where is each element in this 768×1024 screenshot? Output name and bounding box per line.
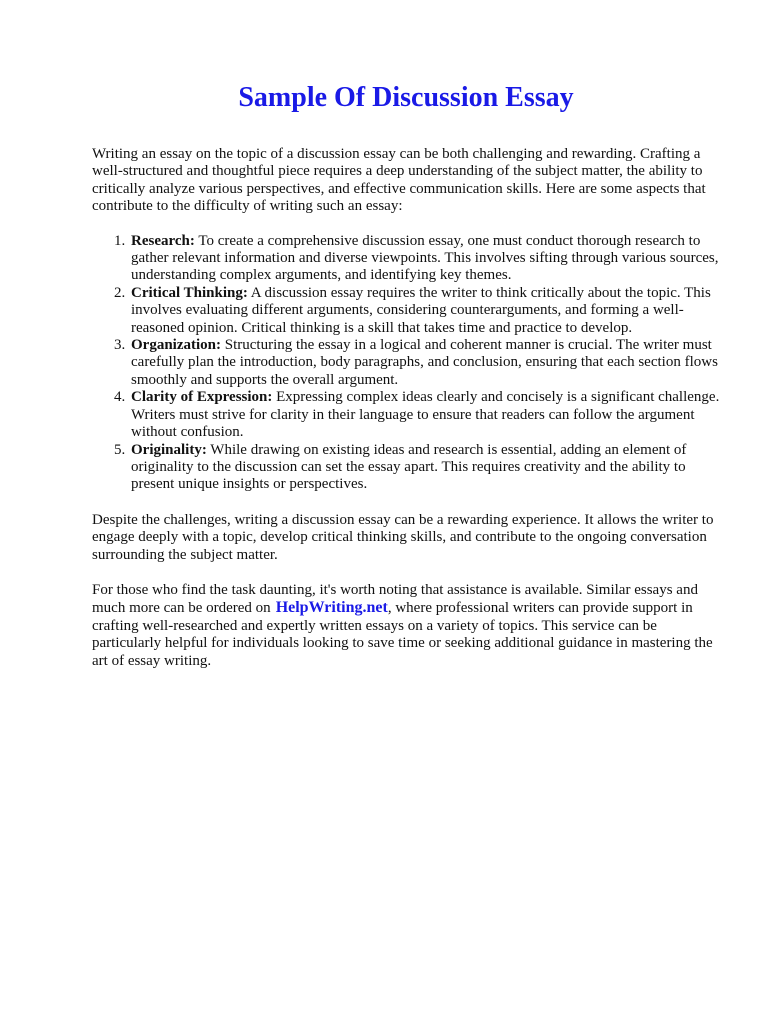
conclusion-paragraph: Despite the challenges, writing a discussion essay can be a rewarding experience. It allows the writer to engage deeply with a topic, develop critical thinking skills, and contribute to the ongoing conversation surrounding the subject matter. [92,511,714,563]
list-item [129,442,724,494]
list-item-text: A discussion essay requires the writer to think critically about the topic. This involves evaluating different arguments, considering counterarguments, and forming a well-reasoned opinion. Critical thinking is a skill that takes time and practice to develop. [131,284,711,336]
closing-paragraph [92,582,724,670]
intro-paragraph: Writing an essay on the topic of a discussion essay can be both challenging and rewarding. Crafting a well-structured and thoughtful piece requires a deep understanding of the subject matter, the ability to critically analyze various perspectives, and effective communication skills. Here are some aspects that contribute to the difficulty of writing such an essay: [92,146,706,215]
list-item-term: Critical Thinking: [131,284,248,301]
list-item-term: Organization: [131,337,221,354]
list-item-text: Expressing complex ideas clearly and concisely is a significant challenge. Writers must strive for clarity in their language to ensure that readers can follow the argument without confusion. [131,389,720,441]
list-item-text: To create a comprehensive discussion essay, one must conduct thorough research to gather relevant information and diverse viewpoints. This involves sifting through various sources, understanding complex arguments, and identifying key themes. [131,232,719,284]
list-item-term: Originality: [131,441,207,458]
list-item-text: While drawing on existing ideas and research is essential, adding an element of originality to the discussion can set the essay apart. This requires creativity and the ability to present unique insights or perspectives. [131,441,687,493]
aspects-list [92,233,724,494]
list-item-text: Structuring the essay in a logical and coherent manner is crucial. The writer must carefully plan the introduction, body paragraphs, and conclusion, ensuring that each section flows smoothly and supports the overall argument. [131,337,718,388]
list-item [129,389,724,441]
closing-text-after-link: , where professional writers can provide support in crafting well-researched and expertly written essays on a variety of topics. This service can be particularly helpful for individuals looking to save time or seeking additional guidance in mastering the art of essay writing. [92,600,713,669]
list-item [129,285,724,337]
closing-text-before-link: For those who find the task daunting, it's worth noting that assistance is available. Similar essays and much more can be ordered on [92,581,698,617]
list-item-term: Research: [131,232,195,249]
helpwriting-link[interactable]: HelpWriting.net [275,599,388,617]
page-title: Sample Of Discussion Essay [238,82,574,113]
list-item [129,233,724,285]
list-item [129,337,724,389]
list-item-term: Clarity of Expression: [131,389,273,406]
